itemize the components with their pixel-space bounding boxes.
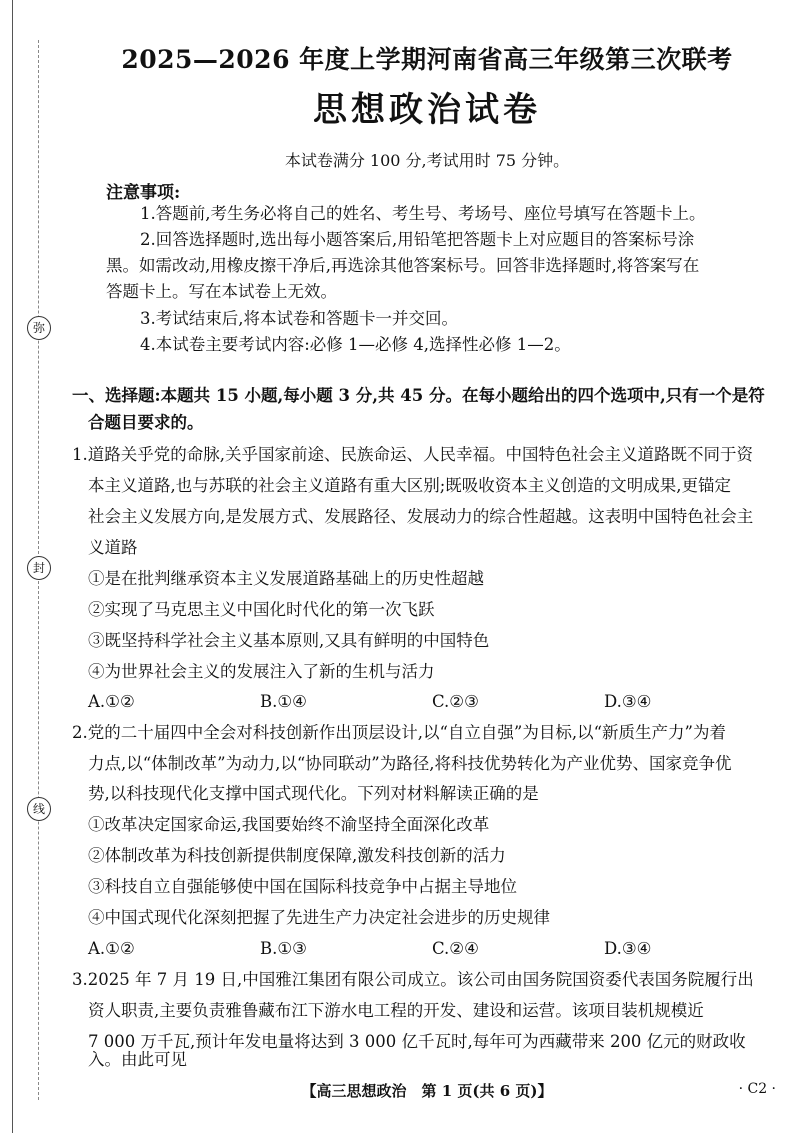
option-a[interactable]: A.①② — [88, 692, 135, 711]
question-stem-line: 1.道路关乎党的命脉,关乎国家前途、民族命运、人民幸福。中国特色社会主义道路既不同于资 — [72, 445, 753, 464]
subject-title: 思想政治试卷 — [313, 90, 541, 130]
notice-line: 黑。如需改动,用橡皮擦干净后,再选涂其他答案标号。回答非选择题时,将答案写在 — [106, 256, 700, 275]
paper-code: · C2 · — [738, 1081, 776, 1097]
question-statement: ①是在批判继承资本主义发展道路基础上的历史性超越 — [88, 569, 484, 588]
question-stem-line: 3.2025 年 7 月 19 日,中国雅江集团有限公司成立。该公司由国务院国资委代表国务院履行出 — [72, 970, 754, 989]
option-b[interactable]: B.①③ — [260, 939, 307, 958]
option-b[interactable]: B.①④ — [260, 692, 307, 711]
binding-mark-xian: 线 — [27, 797, 51, 821]
binding-mark-mi: 弥 — [27, 316, 51, 340]
question-stem-line: 资人职责,主要负责雅鲁藏布江下游水电工程的开发、建设和运营。该项目装机规模近 — [88, 1001, 704, 1020]
notice-heading: 注意事项: — [106, 183, 181, 203]
notice-line: 4.本试卷主要考试内容:必修 1—必修 4,选择性必修 1—2。 — [140, 335, 571, 354]
question-stem-line: 2.党的二十届四中全会对科技创新作出顶层设计,以“自立自强”为目标,以“新质生产力”为着 — [72, 723, 726, 742]
notice-line: 2.回答选择题时,选出每小题答案后,用铅笔把答题卡上对应题目的答案标号涂 — [140, 230, 695, 249]
page-footer: 【高三思想政治 第 1 页(共 6 页)】 — [301, 1082, 553, 1100]
exam-title: 2025—2026 年度上学期河南省高三年级第三次联考 — [121, 45, 733, 74]
question-statement: ④为世界社会主义的发展注入了新的生机与活力 — [88, 662, 435, 681]
section-heading: 一、选择题:本题共 15 小题,每小题 3 分,共 45 分。在每小题给出的四个选项中,只有一个是符 — [72, 386, 765, 405]
page-edge — [12, 0, 13, 1133]
option-c[interactable]: C.②③ — [432, 692, 479, 711]
question-statement: ④中国式现代化深刻把握了先进生产力决定社会进步的历史规律 — [88, 908, 550, 927]
option-d[interactable]: D.③④ — [604, 692, 652, 711]
question-stem-line: 社会主义发展方向,是发展方式、发展路径、发展动力的综合性超越。这表明中国特色社会主 — [88, 507, 754, 526]
question-stem-line: 义道路 — [88, 538, 138, 557]
question-stem-line: 力点,以“体制改革”为动力,以“协同联动”为路径,将科技优势转化为产业优势、国家竞争优 — [88, 754, 732, 773]
exam-meta: 本试卷满分 100 分,考试用时 75 分钟。 — [284, 151, 570, 170]
question-stem-line: 7 000 万千瓦,预计年发电量将达到 3 000 亿千瓦时,每年可为西藏带来 200 亿元的财政收 — [88, 1032, 746, 1051]
question-stem-line: 入。由此可见 — [88, 1050, 187, 1069]
binding-mark-feng: 封 — [27, 556, 51, 580]
option-a[interactable]: A.①② — [88, 939, 135, 958]
notice-line: 1.答题前,考生务必将自己的姓名、考生号、考场号、座位号填写在答题卡上。 — [140, 204, 706, 223]
question-statement: ③既坚持科学社会主义基本原则,又具有鲜明的中国特色 — [88, 631, 490, 650]
question-statement: ②体制改革为科技创新提供制度保障,激发科技创新的活力 — [88, 846, 506, 865]
section-heading-cont: 合题目要求的。 — [88, 413, 204, 432]
option-d[interactable]: D.③④ — [604, 939, 652, 958]
notice-line: 答题卡上。写在本试卷上无效。 — [106, 282, 337, 301]
option-c[interactable]: C.②④ — [432, 939, 479, 958]
question-statement: ①改革决定国家命运,我国要始终不渝坚持全面深化改革 — [88, 815, 490, 834]
question-statement: ②实现了马克思主义中国化时代化的第一次飞跃 — [88, 600, 435, 619]
question-statement: ③科技自立自强能够使中国在国际科技竞争中占据主导地位 — [88, 877, 517, 896]
question-stem-line: 本主义道路,也与苏联的社会主义道路有重大区别;既吸收资本主义创造的文明成果,更锚定 — [88, 476, 732, 495]
question-stem-line: 势,以科技现代化支撑中国式现代化。下列对材料解读正确的是 — [88, 784, 539, 803]
notice-line: 3.考试结束后,将本试卷和答题卡一并交回。 — [140, 309, 458, 328]
